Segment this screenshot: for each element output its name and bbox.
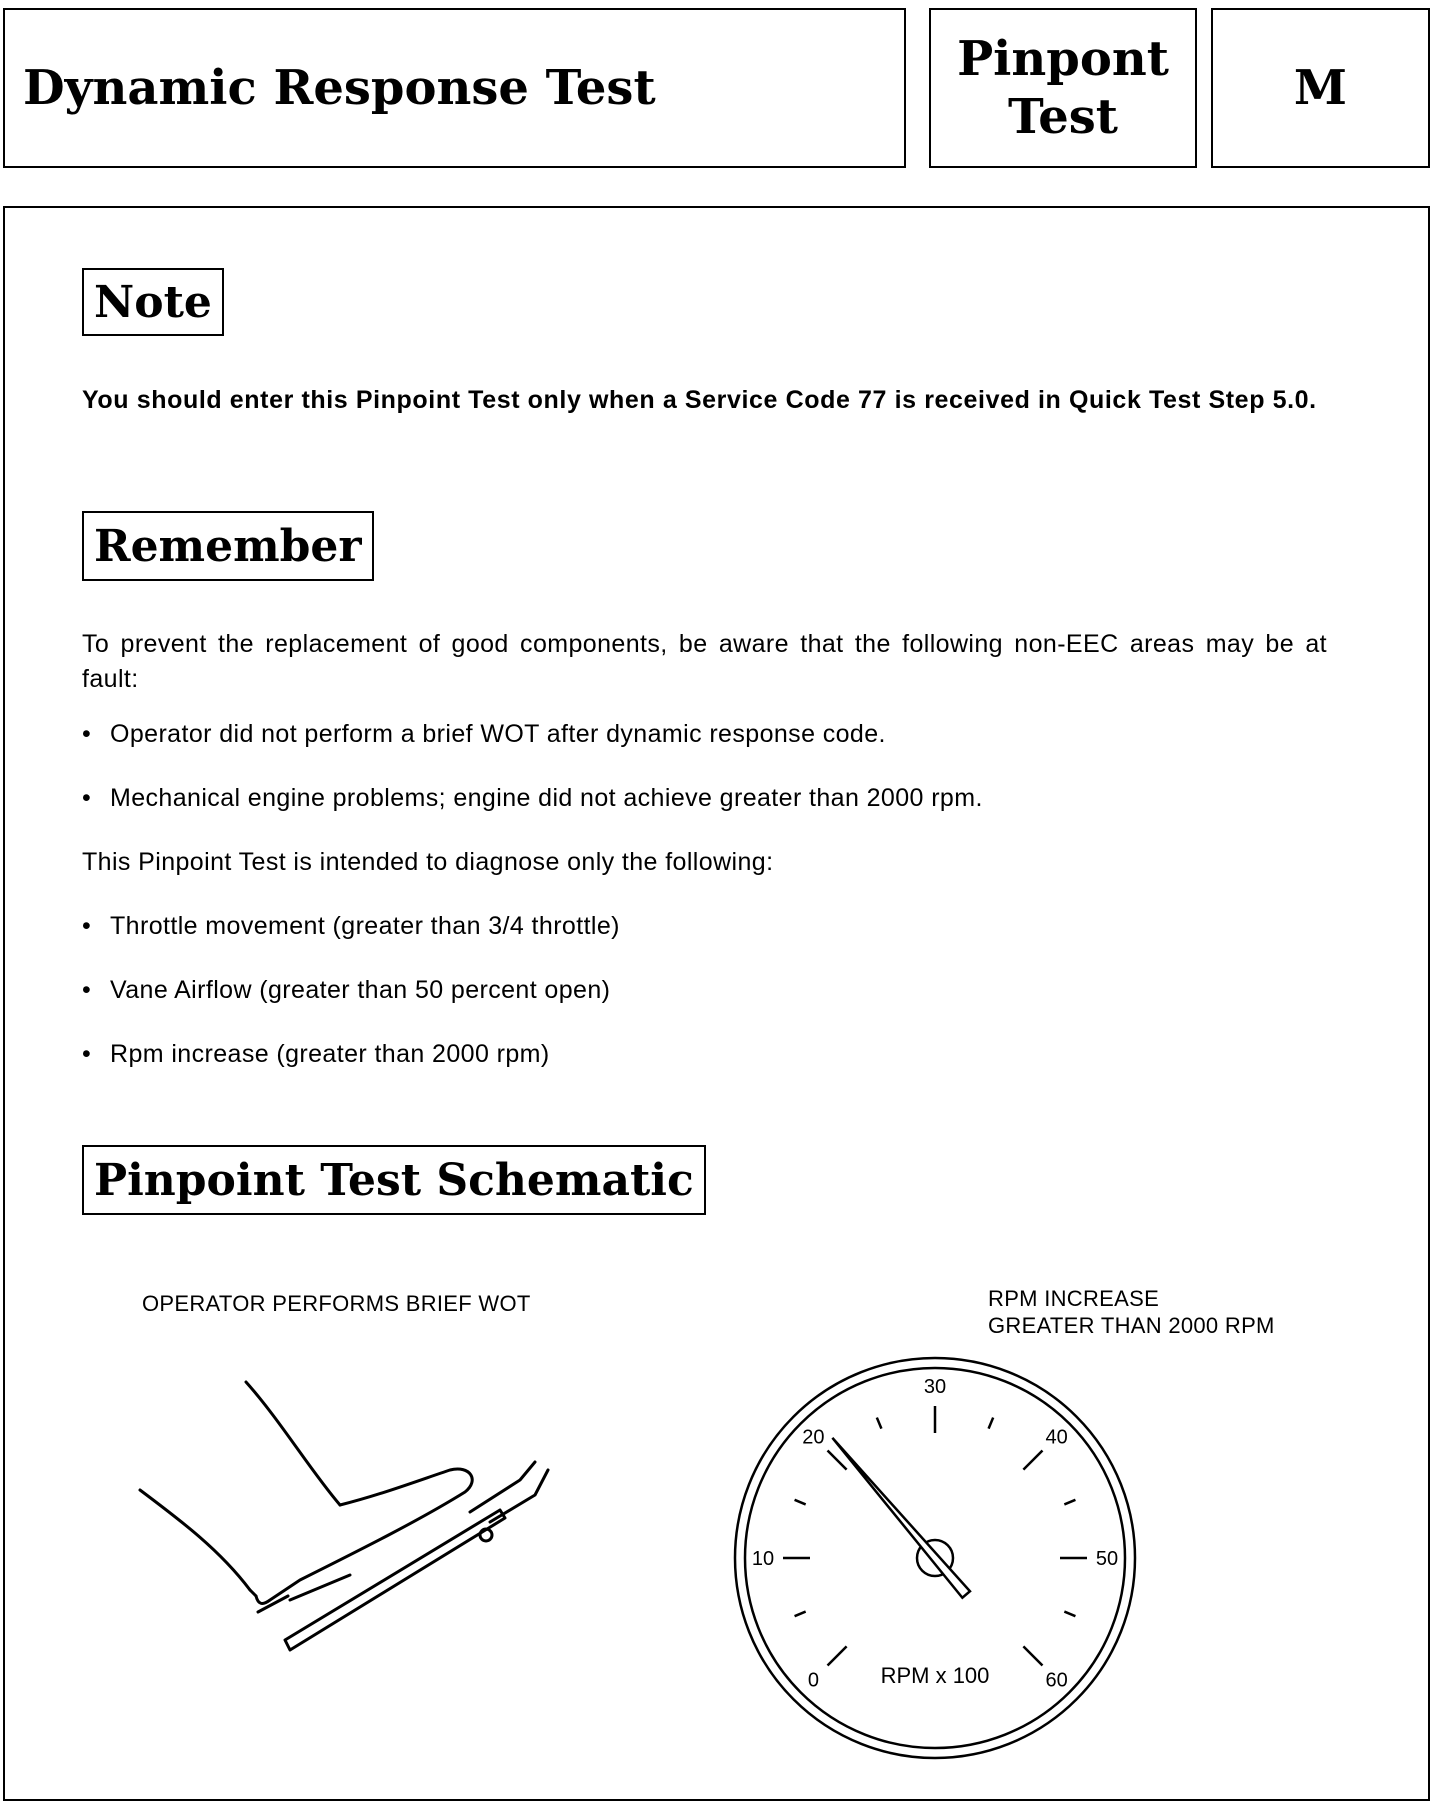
tach-minor-tick — [1064, 1612, 1075, 1617]
pedal-label: OPERATOR PERFORMS BRIEF WOT — [142, 1291, 531, 1316]
pinpoint-label-line2: Test — [1008, 89, 1118, 145]
diagnose-item: • Throttle movement (greater than 3/4 throttle) — [82, 909, 620, 944]
tach-scale-label: 50 — [1095, 1548, 1119, 1570]
bullet-icon: • — [82, 976, 92, 1004]
tach-scale-label: 40 — [1045, 1426, 1068, 1449]
pinpoint-label-line1: Pinpont — [957, 31, 1169, 87]
tach-minor-tick — [795, 1500, 806, 1505]
tach-ticks — [783, 1406, 1087, 1665]
tach-scale-label: 60 — [1045, 1669, 1068, 1692]
bullet-icon: • — [82, 720, 92, 748]
note-heading: Note — [82, 268, 224, 336]
tach-minor-tick — [989, 1418, 994, 1429]
tach-major-tick — [828, 1646, 847, 1665]
bullet-icon: • — [82, 1040, 92, 1068]
diagnose-item: • Vane Airflow (greater than 50 percent open) — [82, 973, 610, 1008]
test-code: M — [1293, 60, 1348, 116]
tach-major-tick — [1023, 1451, 1042, 1470]
note-body: You should enter this Pinpoint Test only when a Service Code 77 is received in Quick Test Step 5.0. — [82, 386, 1317, 414]
remember-heading: Remember — [82, 511, 374, 581]
diagnose-intro: This Pinpoint Test is intended to diagnose only the following: — [82, 848, 774, 876]
tach-scale-label: 10 — [751, 1548, 775, 1570]
rpm-label-line2: GREATER THAN 2000 RPM — [988, 1313, 1275, 1338]
tach-scale-label: 0 — [807, 1669, 819, 1692]
tach-unit-label: RPM x 100 — [880, 1663, 990, 1688]
tach-minor-tick — [877, 1418, 882, 1429]
page-title-text: Dynamic Response Test — [23, 60, 656, 116]
tach-scale-label: 30 — [923, 1376, 947, 1398]
foot-on-pedal-icon — [140, 1382, 548, 1650]
tach-needle — [832, 1438, 970, 1598]
tach-scale-label: 20 — [802, 1426, 825, 1449]
bullet-icon: • — [82, 912, 92, 940]
tach-major-tick — [1023, 1646, 1042, 1665]
fault-item: • Mechanical engine problems; engine did not achieve greater than 2000 rpm. — [82, 781, 983, 816]
fault-item: • Operator did not perform a brief WOT after dynamic response code. — [82, 717, 886, 752]
diagnose-item: • Rpm increase (greater than 2000 rpm) — [82, 1037, 550, 1072]
remember-intro: To prevent the replacement of good components, be aware that the following non-EEC areas may be at fault: — [82, 630, 1327, 693]
bullet-icon: • — [82, 784, 92, 812]
tach-minor-tick — [1064, 1500, 1075, 1505]
rpm-label-line1: RPM INCREASE — [988, 1286, 1160, 1311]
tachometer — [735, 1358, 1135, 1758]
schematic-heading: Pinpoint Test Schematic — [82, 1145, 706, 1215]
tach-minor-tick — [795, 1612, 806, 1617]
